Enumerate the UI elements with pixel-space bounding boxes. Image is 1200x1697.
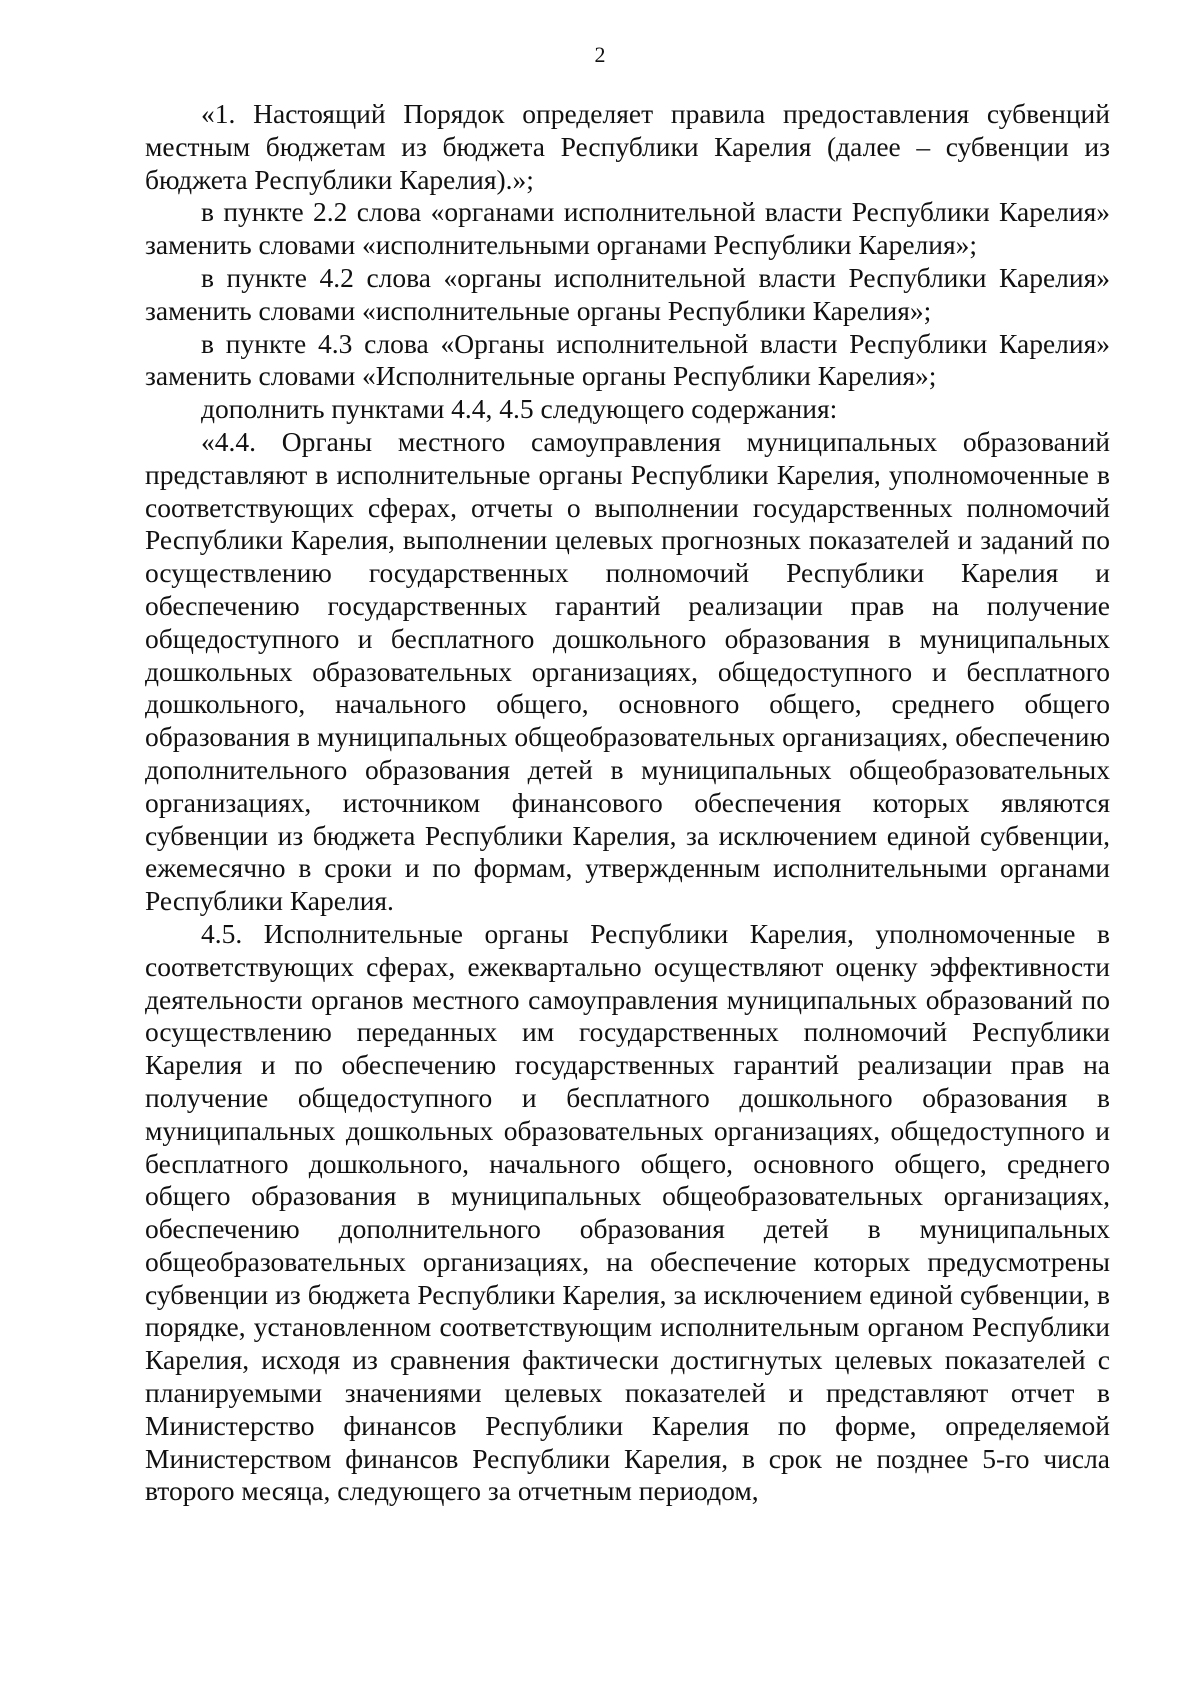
paragraph-clause-4-5: 4.5. Исполнительные органы Республики Карелия, уполномоченные в соответствующих сферах, ежеквартально осуществляют оценку эффективности деятельности органов местного самоуправления муниципальных образований по осуществлению переданных им государственных полномочий Республики Карелия и по обеспечению государственных гарантий реализации прав на получение общедоступного и бесплатного дошкольного образования в муниципальных дошкольных образовательных организациях, общедоступного и бесплатного дошкольного, начального общего, основного общего, среднего общего образования в муниципальных общеобразовательных организациях, обеспечению дополнительного образования детей в муниципальных общеобразовательных организациях, на обеспечение которых предусмотрены субвенции из бюджета Республики Карелия, за исключением единой субвенции, в порядке, установленном соответствующим исполнительным органом Республики Карелия, исходя из сравнения фактически достигнутых целевых показателей с планируемыми значениями целевых показателей и представляют отчет в Министерство финансов Республики Карелия по форме, определяемой Министерством финансов Республики Карелия, в срок не позднее 5-го числа второго месяца, следующего за отчетным периодом, [145,917,1110,1507]
paragraph-amend-4-2: в пункте 4.2 слова «органы исполнительной власти Республики Карелия» заменить словами «исполнительные органы Республики Карелия»; [145,261,1110,326]
paragraph-clause-4-4: «4.4. Органы местного самоуправления муниципальных образований представляют в исполнительные органы Республики Карелия, уполномоченные в соответствующих сферах, отчеты о выполнении государственных полномочий Республики Карелия, выполнении целевых прогнозных показателей и заданий по осуществлению государственных полномочий Республики Карелия и обеспечению государственных гарантий реализации прав на получение общедоступного и бесплатного дошкольного образования в муниципальных дошкольных образовательных организациях, общедоступного и бесплатного дошкольного, начального общего, основного общего, среднего общего образования в муниципальных общеобразовательных организациях, обеспечению дополнительного образования детей в муниципальных общеобразовательных организациях, источником финансового обеспечения которых являются субвенции из бюджета Республики Карелия, за исключением единой субвенции, ежемесячно в сроки и по формам, утвержденным исполнительными органами Республики Карелия. [145,425,1110,917]
paragraph-amend-2-2: в пункте 2.2 слова «органами исполнительной власти Республики Карелия» заменить словами «исполнительными органами Республики Карелия»; [145,196,1110,261]
paragraph-add-clauses: дополнить пунктами 4.4, 4.5 следующего содержания: [201,393,838,425]
page-number: 2 [594,42,606,67]
paragraph-amend-4-3: в пункте 4.3 слова «Органы исполнительной власти Республики Карелия» заменить словами «Исполнительные органы Республики Карелия»; [145,327,1110,392]
document-body [145,98,1110,1508]
paragraph-clause-1: «1. Настоящий Порядок определяет правила предоставления субвенций местным бюджетам из бюджета Республики Карелия (далее – субвенции из бюджета Республики Карелия).»; [145,98,1110,195]
